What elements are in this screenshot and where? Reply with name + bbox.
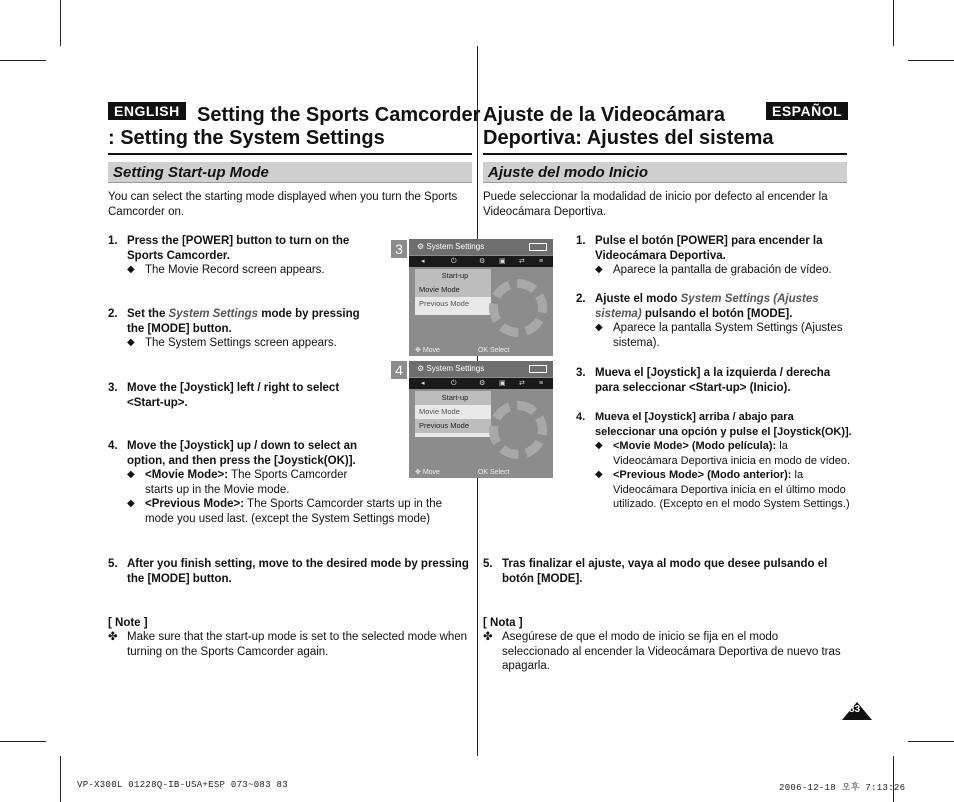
- right-note: ✤ Asegúrese de que el modo de inicio se fija en el modo seleccionado al encender la Videocámara Deportiva de nuevo tras apagarla.: [483, 631, 841, 672]
- left-title-rule: [108, 153, 472, 155]
- diamond-bullet-icon: ◆: [127, 337, 135, 348]
- menu-title: Start-up: [415, 391, 491, 405]
- settings-toolbar: [409, 378, 553, 389]
- diamond-bullet-icon: ◆: [595, 264, 603, 275]
- left-step-1: 1. Press the [POWER] button to turn on the Sports Camcorder. ◆ The Movie Record screen appears.: [108, 235, 350, 276]
- lcd-icon: ▣: [499, 380, 506, 387]
- crop-mark: [893, 0, 894, 46]
- menu-icon: ≡: [539, 380, 544, 387]
- diamond-bullet-icon: ◆: [595, 322, 603, 333]
- left-intro: You can select the starting mode displayed when you turn the Sports Camcorder on.: [108, 191, 458, 218]
- gear-watermark-icon: [489, 401, 547, 459]
- right-title-line2: Deportiva: Ajustes del sistema: [483, 127, 774, 149]
- language-tag-espanol: ESPAÑOL: [766, 102, 848, 120]
- diamond-bullet-icon: ◆: [595, 469, 603, 480]
- right-intro: Puede seleccionar la modalidad de inicio por defecto al encender la Videocámara Deportiva.: [483, 191, 828, 218]
- left-title-line1: Setting the Sports Camcorder: [197, 104, 481, 126]
- startup-menu: [415, 269, 491, 315]
- right-step-4: 4. Mueva el [Joystick] arriba / abajo para seleccionar una opción y pulse el [Joystick(OK)]. ◆ <Movie Mode> (Modo película): la Videocámara Deportiva inicia en modo de vídeo. ◆ <Previous Mode> (Modo anterior): la Videocámara Deportiva inicia en el último modo utilizado. (Excepto en el modo System Settings.): [576, 411, 852, 510]
- gear-icon: ⚙: [479, 258, 486, 265]
- crop-mark: [0, 60, 46, 61]
- battery-icon: [529, 365, 547, 373]
- print-footer-right: 2006-12-18 오후 7:13:26: [779, 783, 906, 793]
- left-step-5: 5. After you finish setting, move to the desired mode by pressing the [MODE] button.: [108, 558, 469, 585]
- diamond-bullet-icon: ◆: [127, 498, 135, 509]
- gear-icon: ⚙: [417, 242, 427, 251]
- language-tag-english: ENGLISH: [108, 102, 186, 120]
- gear-watermark-icon: [489, 279, 547, 337]
- right-note-title: [ Nota ]: [483, 617, 523, 629]
- left-step-3: 3. Move the [Joystick] left / right to select <Start-up>.: [108, 382, 340, 409]
- diamond-bullet-icon: ◆: [127, 264, 135, 275]
- crop-mark: [908, 60, 954, 61]
- link-icon: ⇄: [519, 380, 525, 387]
- lcd-icon: ▣: [499, 258, 506, 265]
- screen-3-badge: 3: [391, 240, 407, 258]
- ok-icon: OK: [477, 469, 490, 476]
- startup-icon: ⏻: [451, 258, 457, 265]
- page-number: 83: [842, 700, 872, 720]
- link-icon: ⇄: [519, 258, 525, 265]
- left-title-line2: : Setting the System Settings: [108, 127, 385, 149]
- joystick-icon: ✥: [415, 347, 423, 354]
- right-step-1: 1. Pulse el botón [POWER] para encender la Videocámara Deportiva. ◆ Aparece la pantalla de grabación de vídeo.: [576, 235, 832, 276]
- ok-icon: OK: [477, 347, 490, 354]
- right-step-3: 3. Mueva el [Joystick] a la izquierda / derecha para seleccionar <Start-up> (Inicio).: [576, 367, 831, 394]
- battery-icon: [529, 243, 547, 251]
- joystick-icon: ✥: [415, 469, 423, 476]
- crop-mark: [0, 741, 46, 742]
- diamond-bullet-icon: ◆: [595, 440, 603, 451]
- right-step-2: 2. Ajuste el modo System Settings (Ajustes sistema) pulsando el botón [MODE]. ◆ Aparece la pantalla System Settings (Ajustes sistema).: [576, 293, 843, 349]
- right-step-5: 5. Tras finalizar el ajuste, vaya al modo que desee pulsando el botón [MODE].: [483, 558, 828, 585]
- gear-icon: ⚙: [417, 364, 427, 373]
- left-note: ✤ Make sure that the start-up mode is set to the selected mode when turning on the Sports Camcorder again.: [108, 631, 468, 658]
- arrow-left-icon: ◂: [421, 380, 425, 387]
- right-title-line1: Ajuste de la Videocámara: [483, 104, 725, 126]
- crop-mark: [60, 756, 61, 802]
- note-icon: ✤: [108, 631, 118, 643]
- left-step-2: 2. Set the System Settings mode by pressing the [MODE] button. ◆ The System Settings screen appears.: [108, 308, 360, 349]
- crop-mark: [60, 0, 61, 46]
- right-section-heading: Ajuste del modo Inicio: [483, 162, 847, 183]
- menu-icon: ≡: [539, 258, 544, 265]
- right-title-rule: [483, 153, 847, 155]
- startup-menu: [415, 391, 491, 437]
- camcorder-screen-4: ⚙ System Settings ◂ ⏻ ⚙ ▣ ⇄ ≡ Start-up Movie Mode Previous Mode ✥ Move OK Select: [409, 361, 553, 478]
- left-note-title: [ Note ]: [108, 617, 148, 629]
- crop-mark: [908, 741, 954, 742]
- crop-mark: [893, 756, 894, 802]
- print-footer-left: VP-X300L 01228Q-IB-USA+ESP 073~083 83: [77, 780, 288, 790]
- gear-icon: ⚙: [479, 380, 486, 387]
- startup-icon: ⏻: [451, 380, 457, 387]
- menu-item-movie-mode[interactable]: Movie Mode: [415, 283, 491, 297]
- menu-item-movie-mode[interactable]: Movie Mode: [419, 407, 460, 416]
- note-icon: ✤: [483, 631, 493, 643]
- screen-4-badge: 4: [391, 361, 407, 379]
- menu-title: Start-up: [415, 269, 491, 283]
- arrow-left-icon: ◂: [421, 258, 425, 265]
- left-section-heading: Setting Start-up Mode: [108, 162, 472, 183]
- left-step-4: 4. Move the [Joystick] up / down to select an option, and then press the [Joystick(OK)]. ◆ <Movie Mode>: The Sports Camcorder starts up in the Movie mode. ◆ <Previous Mode>: The Sports Camcorder starts up in the mode you used last. (except the System Settings mode): [108, 440, 442, 525]
- camcorder-screen-3: ⚙ System Settings ◂ ⏻ ⚙ ▣ ⇄ ≡ Start-up Movie Mode Previous Mode ✥ Move OK Select: [409, 239, 553, 356]
- menu-item-previous-mode[interactable]: Previous Mode: [415, 419, 491, 433]
- diamond-bullet-icon: ◆: [127, 469, 135, 480]
- menu-item-previous-mode[interactable]: Previous Mode: [419, 299, 470, 308]
- settings-toolbar: [409, 256, 553, 267]
